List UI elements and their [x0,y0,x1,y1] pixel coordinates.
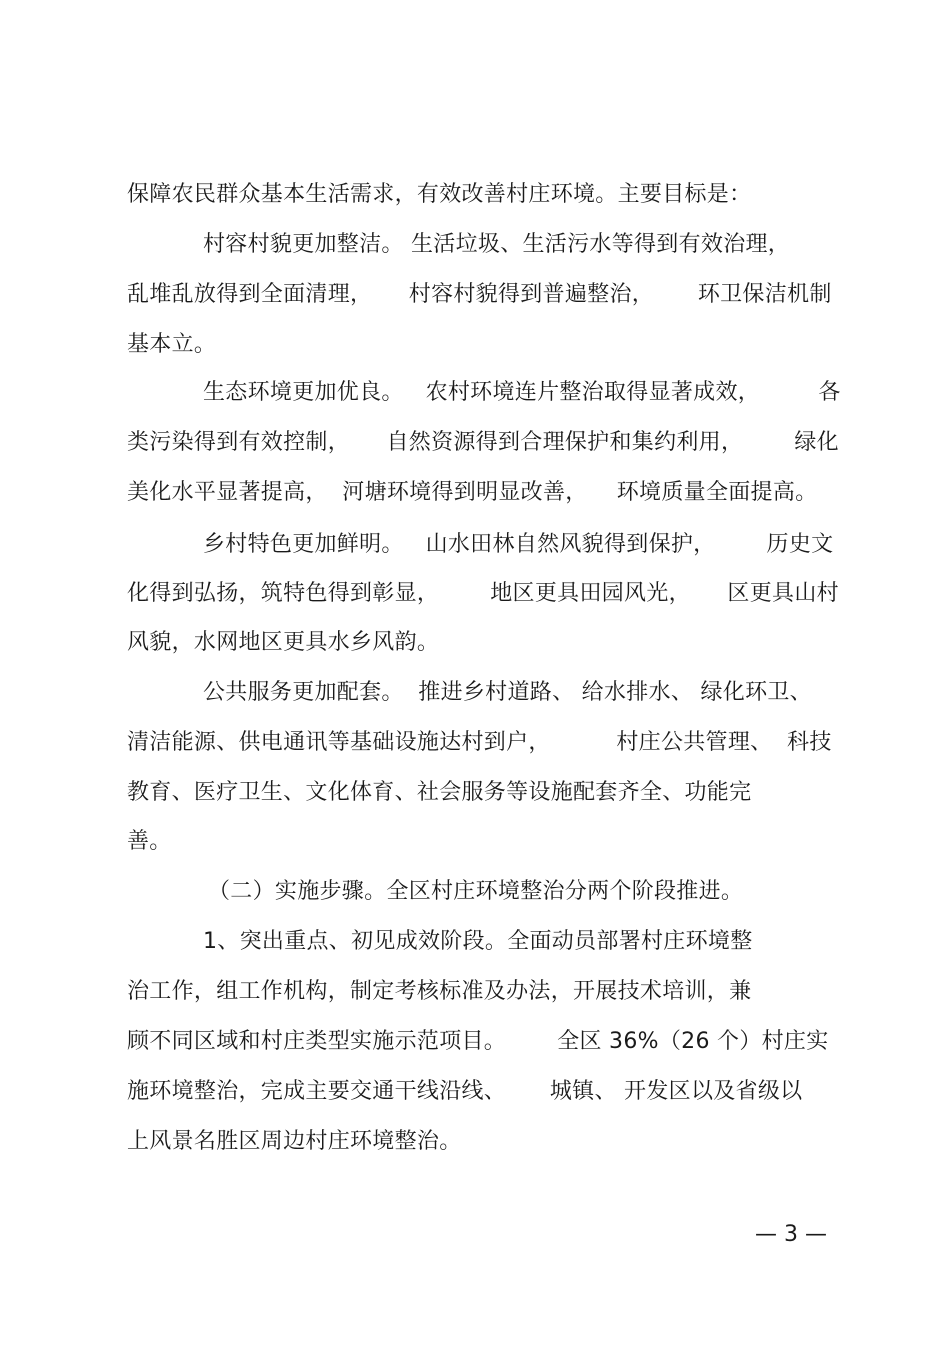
text-line: 保障农民群众基本生活需求，有效改善村庄环境。主要目标是： [127,182,752,207]
text-line: 治工作，组工作机构，制定考核标准及办法，开展技术培训，兼 [127,979,752,1004]
text-line: 风貌，水网地区更具水乡风韵。 [127,630,440,655]
text-line: 化得到弘扬，筑特色得到彰显， 地区更具田园风光， 区更具山村 [127,581,839,606]
text-line: 基本立。 [127,332,217,357]
text-line: 上风景名胜区周边村庄环境整治。 [127,1129,462,1154]
text-line: 顾不同区域和村庄类型实施示范项目。 全区 36%（26 个）村庄实 [127,1029,829,1054]
text-line: 1、突出重点、初见成效阶段。全面动员部署村庄环境整 [203,929,753,954]
text-line: 生态环境更加优良。 农村环境连片整治取得显著成效， 各 [203,380,841,405]
text-line: 类污染得到有效控制， 自然资源得到合理保护和集约利用， 绿化 [127,430,839,455]
page-number: — 3 — [755,1222,827,1247]
text-line: 乡村特色更加鲜明。 山水田林自然风貌得到保护， 历史文 [203,532,834,557]
text-line: 善。 [127,829,172,854]
text-line: 公共服务更加配套。 推进乡村道路、 给水排水、 绿化环卫、 [203,680,812,705]
text-line: 施环境整治，完成主要交通干线沿线、 城镇、 开发区以及省级以 [127,1079,803,1104]
text-line: 教育、医疗卫生、文化体育、社会服务等设施配套齐全、功能完 [127,780,752,805]
text-line: 村容村貌更加整洁。 生活垃圾、生活污水等得到有效治理， [203,232,791,257]
text-line: （二）实施步骤。全区村庄环境整治分两个阶段推进。 [208,879,744,904]
text-line: 清洁能源、供电通讯等基础设施达村到户， 村庄公共管理、 科技 [127,730,832,755]
text-line: 乱堆乱放得到全面清理， 村容村貌得到普遍整治， 环卫保洁机制 [127,282,832,307]
text-line: 美化水平显著提高， 河塘环境得到明显改善， 环境质量全面提高。 [127,480,818,505]
